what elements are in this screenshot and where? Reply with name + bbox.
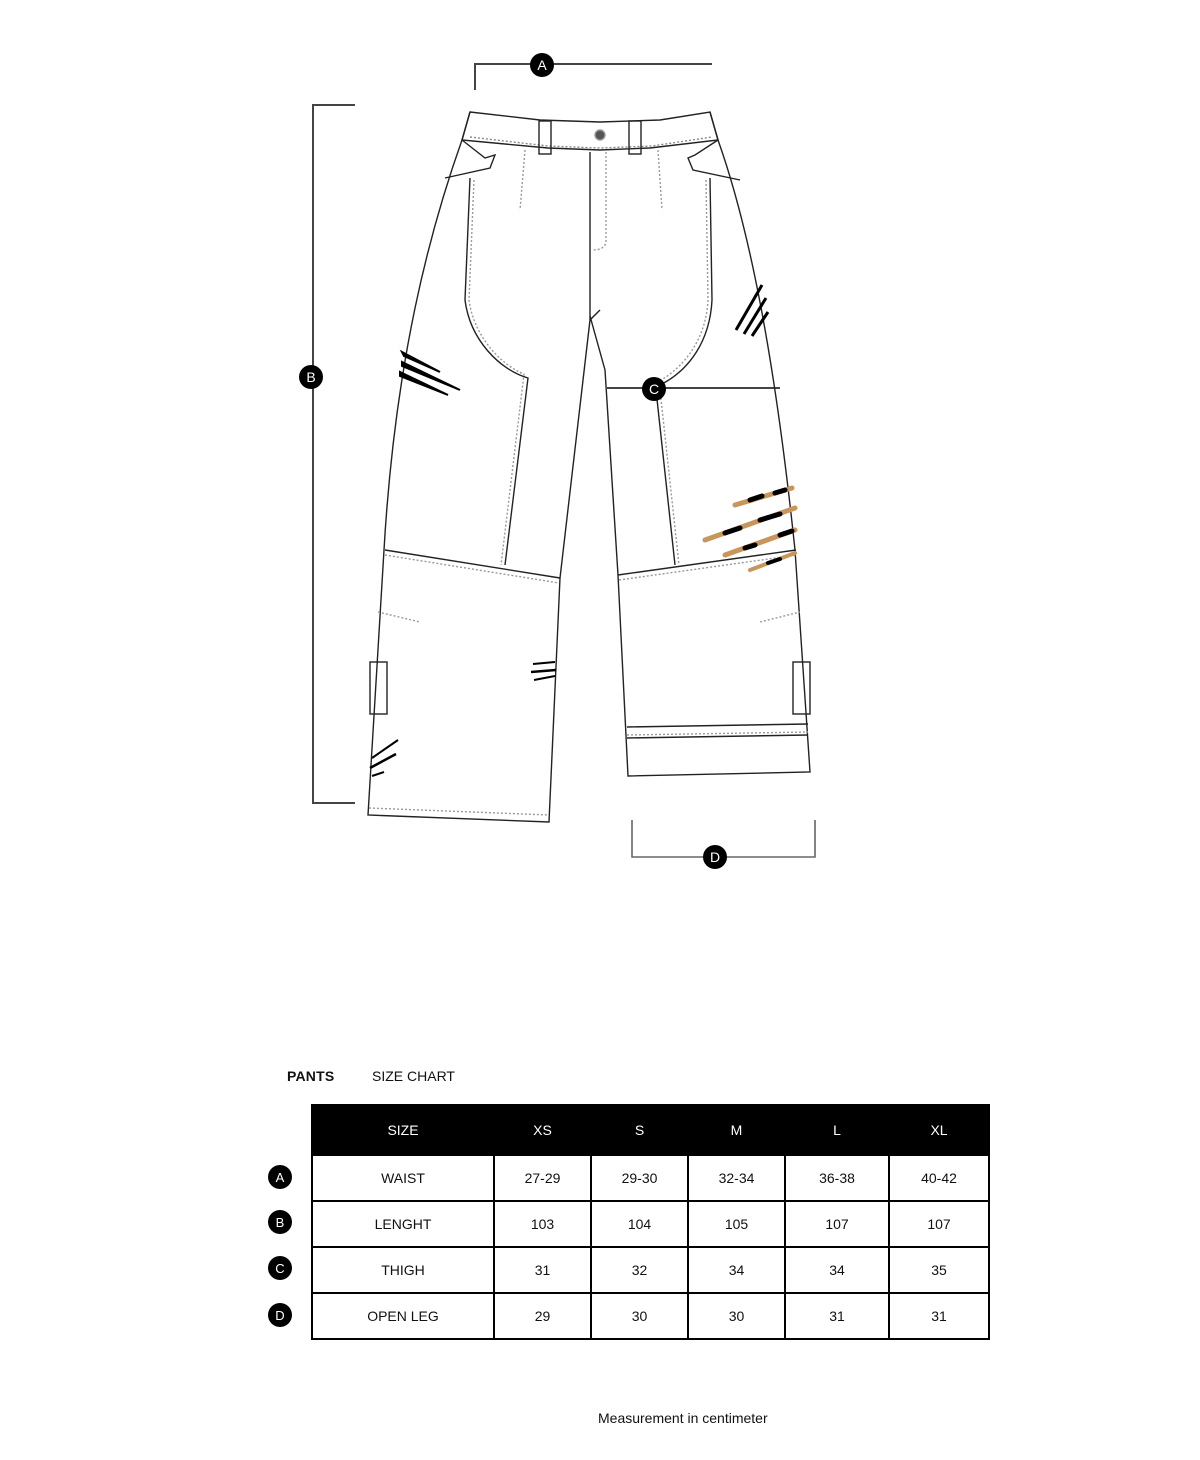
table-cell: 35 — [889, 1247, 989, 1293]
svg-text:B: B — [306, 369, 316, 385]
table-cell: 104 — [591, 1201, 688, 1247]
table-cell: 105 — [688, 1201, 785, 1247]
svg-text:D: D — [709, 849, 721, 865]
table-cell: 107 — [889, 1201, 989, 1247]
product-category: PANTS — [287, 1068, 335, 1084]
leopard-claw-marks — [705, 488, 795, 570]
row-label: WAIST — [312, 1155, 494, 1201]
marker-c — [642, 377, 666, 401]
table-cell: 29 — [494, 1293, 591, 1339]
table-cell: 40-42 — [889, 1155, 989, 1201]
table-cell: 32 — [591, 1247, 688, 1293]
table-cell: 34 — [688, 1247, 785, 1293]
header-xl: XL — [889, 1105, 989, 1155]
row-badge-d: D — [268, 1303, 292, 1327]
row-label: OPEN LEG — [312, 1293, 494, 1339]
table-row — [312, 1293, 989, 1339]
dimension-line-b — [313, 105, 355, 803]
chart-heading — [287, 1068, 455, 1084]
left-leg — [368, 140, 600, 822]
size-chart-table — [311, 1104, 990, 1340]
table-cell: 107 — [785, 1201, 889, 1247]
table-cell: 31 — [494, 1247, 591, 1293]
table-cell: 30 — [688, 1293, 785, 1339]
row-badge-b: B — [268, 1210, 292, 1234]
row-badge-a: A — [268, 1165, 292, 1189]
table-cell: 31 — [785, 1293, 889, 1339]
table-cell: 30 — [591, 1293, 688, 1339]
waistband — [462, 112, 718, 154]
header-s: S — [591, 1105, 688, 1155]
header-xs: XS — [494, 1105, 591, 1155]
measurement-unit-note: Measurement in centimeter — [598, 1410, 768, 1426]
dimension-line-a — [475, 64, 712, 90]
table-cell: 34 — [785, 1247, 889, 1293]
table-header-row — [312, 1105, 989, 1155]
table-cell: 29-30 — [591, 1155, 688, 1201]
chart-title: SIZE CHART — [372, 1068, 455, 1084]
table-row — [312, 1201, 989, 1247]
claw-marks — [370, 285, 768, 776]
row-badge-c: C — [268, 1256, 292, 1280]
header-size: SIZE — [312, 1105, 494, 1155]
marker-a — [530, 53, 554, 77]
svg-text:A: A — [537, 57, 547, 73]
table-cell: 31 — [889, 1293, 989, 1339]
table-cell: 27-29 — [494, 1155, 591, 1201]
row-label: LENGHT — [312, 1201, 494, 1247]
row-label: THIGH — [312, 1247, 494, 1293]
svg-text:C: C — [648, 381, 660, 397]
marker-b — [299, 365, 323, 389]
table-cell: 36-38 — [785, 1155, 889, 1201]
marker-d — [703, 845, 727, 869]
header-l: L — [785, 1105, 889, 1155]
button-icon — [595, 130, 605, 140]
table-row — [312, 1155, 989, 1201]
header-m: M — [688, 1105, 785, 1155]
right-leg — [590, 140, 810, 776]
table-cell: 103 — [494, 1201, 591, 1247]
table-cell: 32-34 — [688, 1155, 785, 1201]
table-row — [312, 1247, 989, 1293]
